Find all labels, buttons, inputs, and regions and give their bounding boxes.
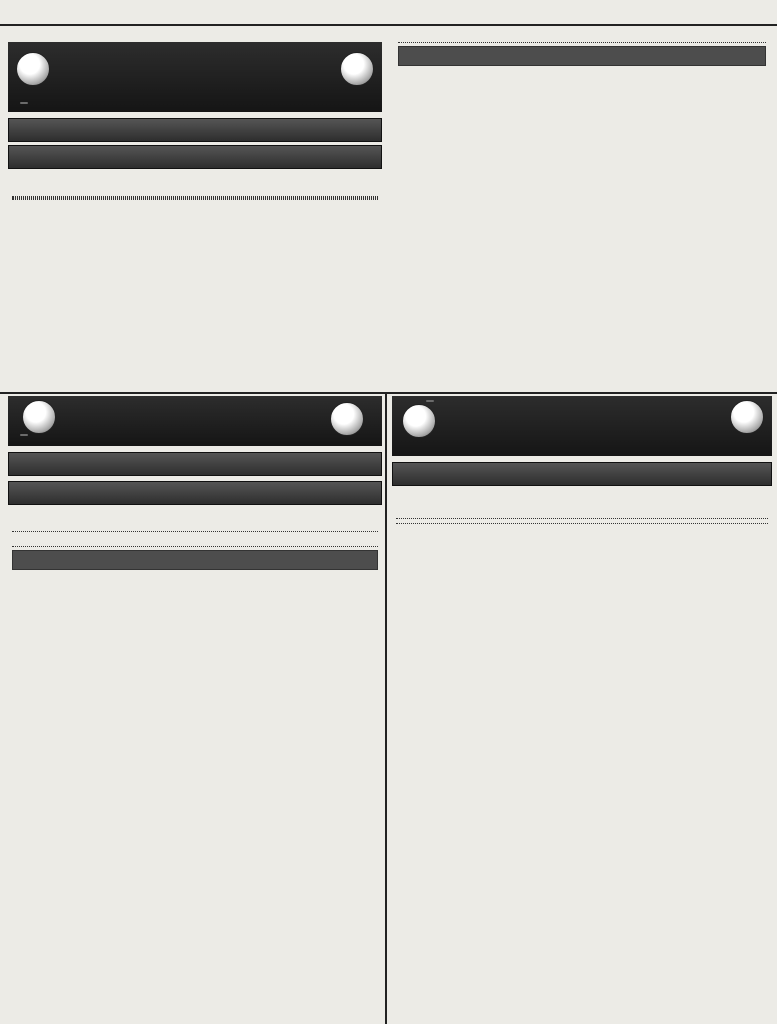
analysis-tag <box>20 102 28 104</box>
match-day-row <box>396 494 768 504</box>
soccer-ball-icon <box>330 402 364 436</box>
u23-banner <box>392 396 772 456</box>
home-team-bar <box>8 452 382 476</box>
soccer-ball-icon <box>340 52 374 86</box>
brazil-section-cont <box>394 38 770 390</box>
venue-row <box>12 182 378 192</box>
divider <box>385 392 387 1024</box>
odds-row <box>12 536 378 546</box>
venue-row <box>396 504 768 514</box>
egypt-section <box>8 396 382 1024</box>
egypt-banner <box>8 396 382 446</box>
soccer-ball-icon <box>16 52 50 86</box>
h2h-header <box>396 518 768 519</box>
h2h-row <box>12 199 378 200</box>
prediction-row <box>12 546 378 547</box>
match-bar <box>392 462 772 486</box>
away-team-bar <box>8 145 382 169</box>
venue-row <box>12 518 378 528</box>
match-day-row <box>12 172 378 182</box>
standings-table <box>398 46 766 66</box>
brazil-banner <box>8 42 382 112</box>
h2h-list <box>12 197 378 200</box>
standings-title <box>13 551 377 569</box>
match-day-row <box>12 508 378 518</box>
soccer-ball-icon <box>22 400 56 434</box>
home-team-bar <box>8 118 382 142</box>
standings-table <box>12 550 378 570</box>
brazil-section <box>8 42 382 390</box>
page-header <box>0 0 777 26</box>
divider <box>0 392 777 394</box>
away-team-bar <box>8 481 382 505</box>
standings-title <box>399 47 765 65</box>
prediction-row <box>398 42 766 43</box>
prediction-row <box>396 523 768 524</box>
soccer-ball-icon <box>402 404 436 438</box>
soccer-ball-icon <box>730 400 764 434</box>
analysis-tag <box>426 400 434 402</box>
analysis-tag <box>20 434 28 436</box>
h2h-header <box>12 531 378 532</box>
u23-section <box>392 396 772 1024</box>
